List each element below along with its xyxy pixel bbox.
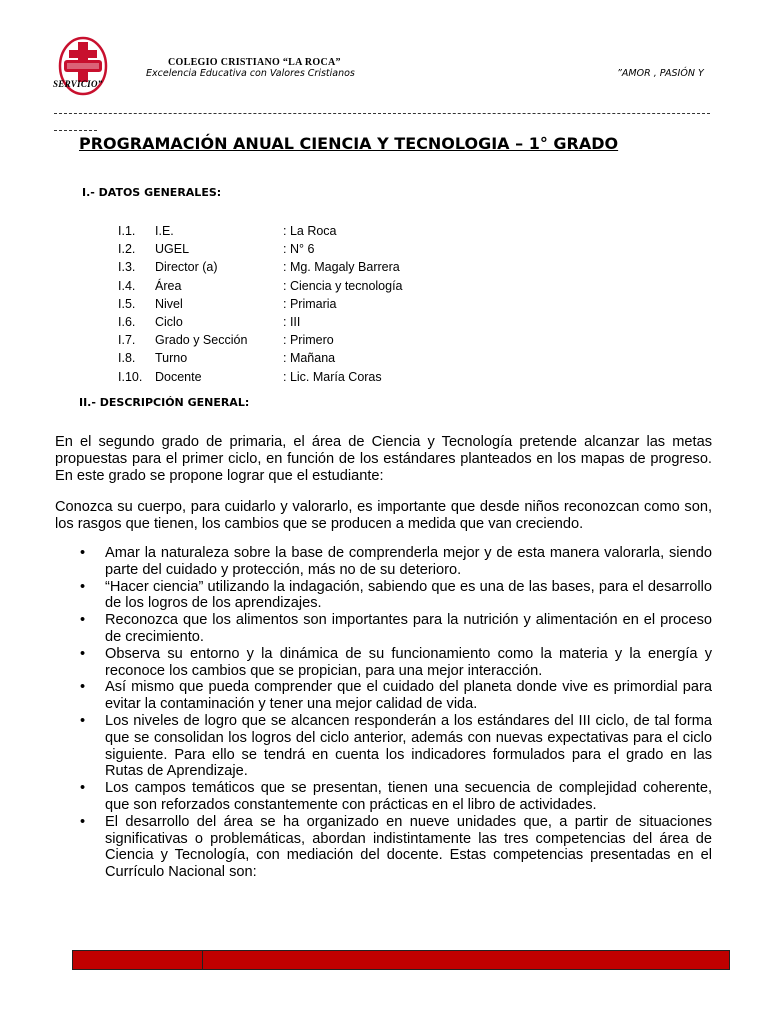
list-item [55, 545, 712, 579]
list-item-text: “Hacer ciencia” utilizando la indagación, sabiendo que es una de las bases, para el desarrollo de los logros de los aprendizajes. [105, 578, 712, 612]
dato-row [118, 240, 403, 258]
dato-value: : Primaria [283, 296, 337, 311]
dato-num: I.3. [118, 260, 136, 275]
section-heading-descripcion: II.- DESCRIPCIÓN GENERAL: [79, 396, 250, 409]
dato-value: : N° 6 [283, 242, 315, 257]
dato-label: Nivel [155, 296, 183, 311]
list-item-text: Así mismo que pueda comprender que el cuidado del planeta donde vive es primordial para evitar la contaminación y tener una mejor calidad de vida. [105, 679, 712, 713]
dato-row [118, 313, 403, 331]
dato-value: : III [283, 314, 301, 329]
bullet-icon: • [80, 813, 86, 830]
dato-value: : Mg. Magaly Barrera [283, 260, 400, 275]
dato-row [118, 277, 403, 295]
dato-value: : Primero [283, 333, 334, 348]
bullet-icon: • [80, 645, 86, 662]
dato-value: : Lic. María Coras [283, 369, 382, 384]
dato-num: I.1. [118, 224, 136, 238]
dato-label: Ciclo [155, 314, 183, 329]
dato-row [118, 258, 403, 276]
list-item [55, 579, 712, 613]
dato-num: I.5. [118, 296, 136, 311]
header-right-motto: ”AMOR , PASIÓN Y [617, 68, 704, 79]
dato-value: : Mañana [283, 351, 336, 366]
dato-label: I.E. [155, 224, 174, 238]
dato-num: I.6. [118, 314, 136, 329]
list-item-text: Los niveles de logro que se alcancen responderán a los estándares del III ciclo, de tal forma que se consolidan los logros del ciclo anterior, además con nuevas expectativas para el ciclo siguiente. Para ello se tendrá en cuenta los indicadores formulados para el grado en las Rutas de Aprendizaje. [105, 712, 712, 780]
list-item [55, 679, 712, 713]
dato-num: I.7. [118, 333, 136, 348]
bullet-icon: • [80, 780, 86, 797]
footer-cell-left [73, 951, 203, 969]
dato-row [118, 222, 403, 240]
logo-caption: SERVICIO” [53, 79, 103, 89]
list-item [55, 612, 712, 646]
dato-label: Grado y Sección [155, 333, 248, 348]
list-item [55, 646, 712, 680]
dato-label: UGEL [155, 242, 190, 257]
list-item-text: El desarrollo del área se ha organizado en nueve unidades que, a partir de situaciones significativas o problemáticas, abordan indistintamente las tres competencias del área de Ciencia y Tecnología, con mediación del docente. Estas competencias presentadas en el Currículo Nacional son: [105, 813, 712, 881]
list-item [55, 814, 712, 881]
dato-num: I.10. [118, 369, 143, 384]
dato-row [118, 349, 403, 367]
dato-value: : Ciencia y tecnología [283, 278, 403, 293]
dato-num: I.8. [118, 351, 136, 366]
dato-row [118, 368, 403, 386]
list-item-text: Amar la naturaleza sobre la base de comprenderla mejor y de esta manera valorarla, siendo parte del cuidado y protección, más no de su deterioro. [105, 545, 712, 578]
header-divider [54, 113, 710, 114]
list-item [55, 713, 712, 780]
bullet-icon: • [80, 712, 86, 729]
dato-label: Área [155, 278, 182, 293]
bullet-icon: • [80, 545, 86, 561]
bullet-list [55, 545, 712, 881]
footer-bar [72, 950, 730, 970]
school-motto: Excelencia Educativa con Valores Cristianos [146, 68, 355, 79]
dato-num: I.2. [118, 242, 136, 257]
dato-row [118, 295, 403, 313]
dato-num: I.4. [118, 278, 136, 293]
datos-generales-list [118, 222, 403, 386]
footer-cell-right [203, 951, 729, 969]
list-item-text: Observa su entorno y la dinámica de su funcionamiento como la materia y la energía y reconoce los cambios que se propician, para una mejor interacción. [105, 645, 712, 679]
bullet-icon: • [80, 612, 86, 629]
school-name: COLEGIO CRISTIANO “LA ROCA” [168, 57, 341, 68]
list-item-text: Reconozca que los alimentos son importantes para la nutrición y alimentación en el proceso de crecimiento. [105, 612, 712, 645]
dato-label: Docente [155, 369, 202, 384]
bullet-icon: • [80, 578, 86, 595]
dato-label: Turno [155, 351, 188, 366]
paragraph-intro: En el segundo grado de primaria, el área de Ciencia y Tecnología pretende alcanzar las metas propuestas para el primer ciclo, en función de los estándares planteados en los mapas de progreso. En este grado se propone lograr que el estudiante: [55, 434, 712, 484]
bullet-icon: • [80, 679, 86, 696]
dato-row [118, 331, 403, 349]
dato-value: : La Roca [283, 224, 337, 238]
page-title: PROGRAMACIÓN ANUAL CIENCIA Y TECNOLOGIA – 1° GRADO [79, 134, 619, 153]
section-heading-datos: I.- DATOS GENERALES: [82, 186, 222, 199]
header-divider-short [54, 130, 97, 131]
list-item-text: Los campos temáticos que se presentan, tienen una secuencia de complejidad coherente, que son reforzados constantemente con prácticas en el libro de actividades. [105, 780, 712, 813]
dato-label: Director (a) [155, 260, 218, 275]
paragraph-body: Conozca su cuerpo, para cuidarlo y valorarlo, es importante que desde niños reconozcan como son, los rasgos que tienen, los cambios que se producen a medida que van creciendo. [55, 499, 712, 532]
list-item [55, 780, 712, 814]
